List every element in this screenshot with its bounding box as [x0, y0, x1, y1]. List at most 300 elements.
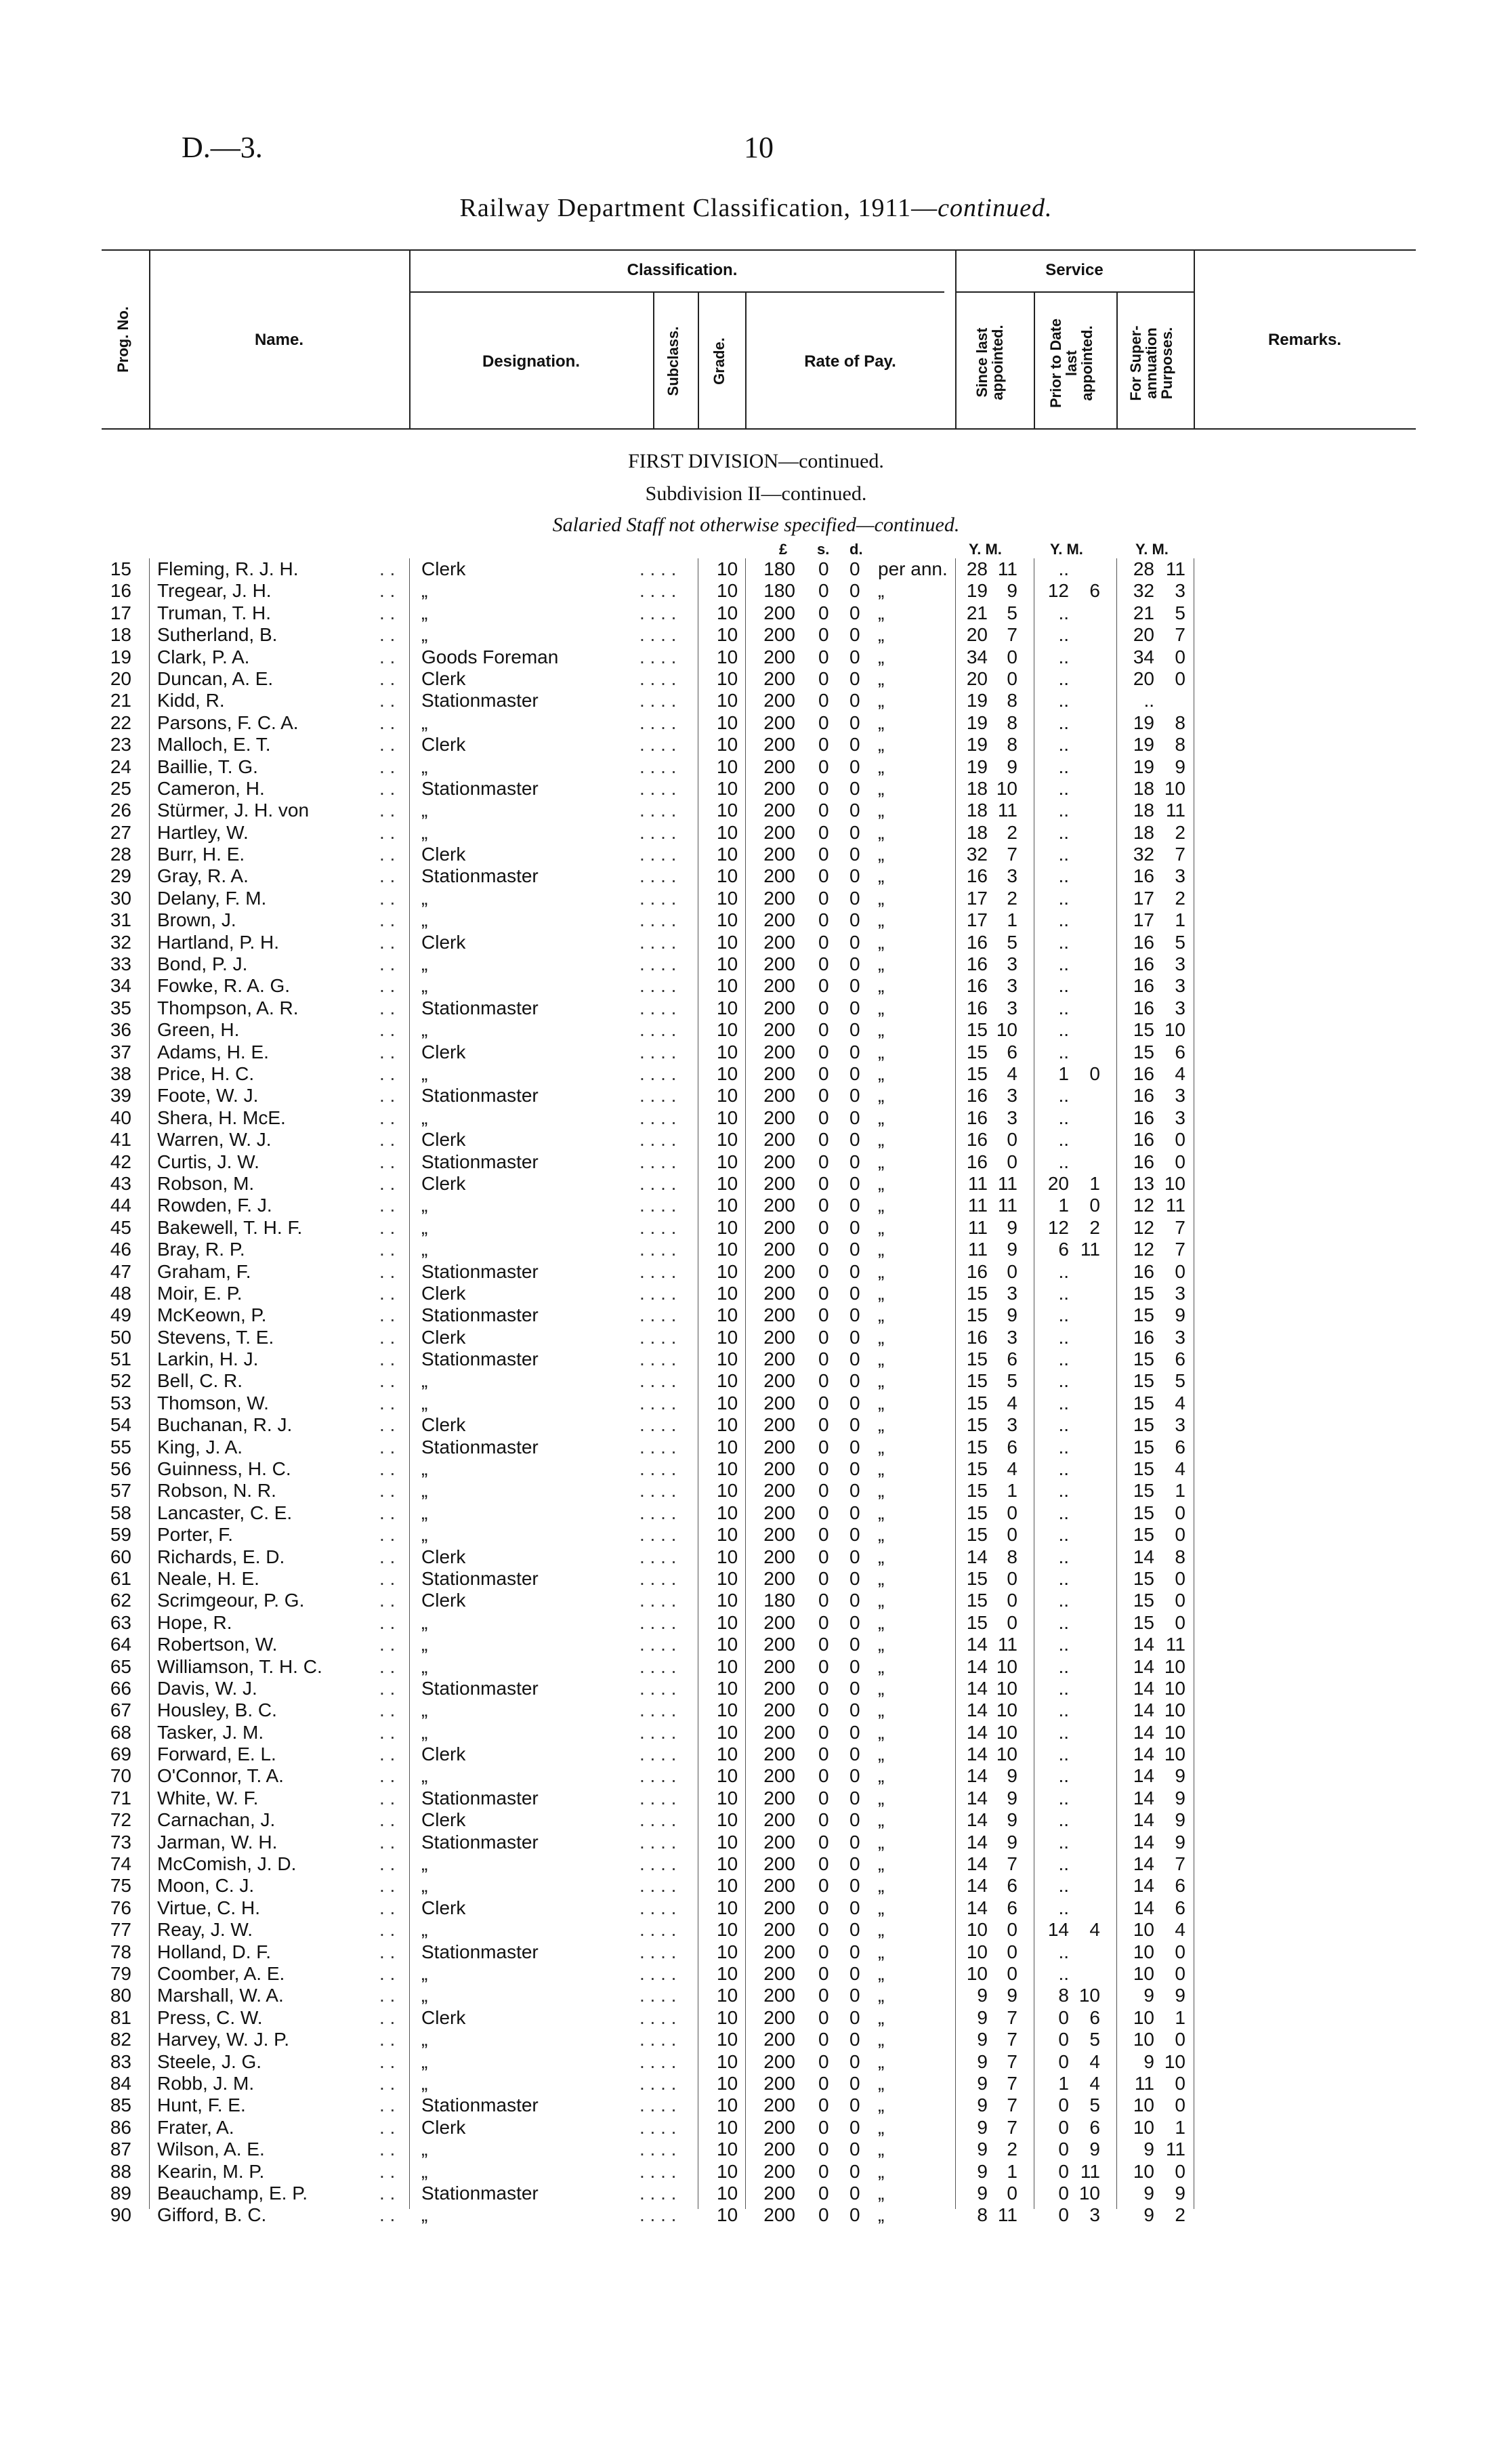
- pay-period-cell: „: [878, 1677, 885, 1699]
- leader-dots: . .: [379, 1239, 396, 1260]
- since-years-cell: 15: [966, 1567, 988, 1589]
- leader-dots: . . . .: [639, 1853, 677, 1875]
- since-years-cell: 16: [966, 931, 988, 953]
- prior-years-cell: ..: [1058, 1546, 1069, 1567]
- prior-years-cell: ..: [1058, 1414, 1069, 1436]
- super-years-cell: 10: [1133, 2029, 1154, 2050]
- pay-period-cell: „: [878, 821, 885, 843]
- since-months-cell: 5: [1007, 931, 1017, 953]
- title-continued: continued.: [938, 194, 1053, 222]
- leader-dots: . .: [379, 2050, 396, 2072]
- name-cell: Buchanan, R. J.: [157, 1414, 293, 1436]
- pay-pence-cell: 0: [849, 2160, 860, 2182]
- leader-dots: . . . .: [639, 1436, 677, 1458]
- since-months-cell: 9: [1007, 1809, 1017, 1831]
- since-years-cell: 15: [966, 1348, 988, 1370]
- leader-dots: . .: [379, 1260, 396, 1282]
- grade-cell: 10: [717, 1941, 738, 1962]
- pay-pounds-cell: 200: [763, 1985, 795, 2006]
- table-row: [0, 2161, 1512, 2183]
- prior-years-cell: ..: [1058, 1699, 1069, 1721]
- prior-years-cell: 0: [1058, 2029, 1069, 2050]
- prior-years-cell: ..: [1058, 1348, 1069, 1370]
- pay-pounds-cell: 200: [763, 2204, 795, 2226]
- super-months-cell: 7: [1175, 844, 1185, 865]
- pay-shillings-cell: 0: [818, 909, 829, 931]
- super-months-cell: 2: [1175, 2204, 1185, 2226]
- designation-cell: „: [421, 953, 428, 975]
- prog-no-cell: 45: [110, 1216, 131, 1238]
- since-years-cell: 10: [966, 1963, 988, 1984]
- super-months-cell: 8: [1175, 734, 1185, 756]
- pay-period-cell: „: [878, 1655, 885, 1677]
- super-months-cell: 10: [1164, 777, 1185, 799]
- pay-period-cell: „: [878, 1634, 885, 1655]
- pay-pence-cell: 0: [849, 2029, 860, 2050]
- since-years-cell: 14: [966, 1546, 988, 1567]
- super-years-cell: 16: [1133, 1107, 1154, 1128]
- grade-cell: 10: [717, 1985, 738, 2006]
- pay-pence-cell: 0: [849, 1524, 860, 1546]
- pay-period-cell: „: [878, 1436, 885, 1458]
- leader-dots: . .: [379, 1897, 396, 1918]
- pay-pounds-cell: 200: [763, 1699, 795, 1721]
- table-row: [0, 800, 1512, 821]
- pay-pence-cell: 0: [849, 1655, 860, 1677]
- prog-no-cell: 85: [110, 2094, 131, 2116]
- since-months-cell: 0: [1007, 1919, 1017, 1941]
- designation-cell: „: [421, 756, 428, 777]
- leader-dots: . .: [379, 887, 396, 909]
- table-row: [0, 1634, 1512, 1655]
- table-row: [0, 1656, 1512, 1678]
- pay-pounds-cell: 200: [763, 1260, 795, 1282]
- since-years-cell: 11: [967, 1239, 988, 1260]
- leader-dots: . .: [379, 1677, 396, 1699]
- grade-cell: 10: [717, 865, 738, 887]
- leader-dots: . .: [379, 1370, 396, 1392]
- prior-months-cell: 10: [1078, 2182, 1100, 2204]
- pay-period-cell: „: [878, 975, 885, 997]
- prior-years-cell: ..: [1058, 1875, 1069, 1897]
- pay-pounds-cell: 200: [763, 1172, 795, 1194]
- since-months-cell: 7: [1007, 2072, 1017, 2094]
- grade-cell: 10: [717, 1239, 738, 1260]
- pay-shillings-cell: 0: [818, 2050, 829, 2072]
- super-months-cell: 11: [1165, 558, 1185, 579]
- designation-cell: Clerk: [421, 1129, 466, 1151]
- prior-years-cell: ..: [1058, 997, 1069, 1018]
- leader-dots: . .: [379, 1129, 396, 1151]
- pay-shillings-cell: 0: [818, 2116, 829, 2138]
- pay-pence-cell: 0: [849, 711, 860, 733]
- leader-dots: . . . .: [639, 1502, 677, 1523]
- leader-dots: . .: [379, 1172, 396, 1194]
- designation-cell: „: [421, 1985, 428, 2006]
- designation-cell: „: [421, 624, 428, 646]
- prior-years-cell: ..: [1058, 1853, 1069, 1875]
- pay-pence-cell: 0: [849, 821, 860, 843]
- table-row: [0, 1546, 1512, 1568]
- leader-dots: . . . .: [639, 2006, 677, 2028]
- pay-period-cell: „: [878, 931, 885, 953]
- leader-dots: . . . .: [639, 953, 677, 975]
- title-main: Railway Department Classification, 1911—: [459, 194, 938, 222]
- super-years-cell: 21: [1133, 602, 1154, 623]
- name-cell: Delany, F. M.: [157, 887, 267, 909]
- prior-years-cell: 0: [1058, 2116, 1069, 2138]
- pay-period-cell: „: [878, 756, 885, 777]
- designation-cell: Stationmaster: [421, 1941, 539, 1962]
- super-months-cell: 7: [1175, 1216, 1185, 1238]
- designation-cell: „: [421, 1721, 428, 1743]
- leader-dots: . . . .: [639, 997, 677, 1018]
- designation-cell: Clerk: [421, 931, 466, 953]
- leader-dots: . .: [379, 580, 396, 602]
- leader-dots: . . . .: [639, 1172, 677, 1194]
- prior-years-cell: 0: [1058, 2160, 1069, 2182]
- designation-cell: „: [421, 1963, 428, 1984]
- grade-cell: 10: [717, 1282, 738, 1304]
- pay-period-cell: „: [878, 2139, 885, 2160]
- table-row: [0, 1437, 1512, 1458]
- grade-cell: 10: [717, 1721, 738, 1743]
- grade-cell: 10: [717, 1853, 738, 1875]
- pay-period-cell: „: [878, 1941, 885, 1962]
- service-rule: [955, 291, 1194, 293]
- super-months-cell: 3: [1175, 975, 1185, 997]
- leader-dots: . .: [379, 756, 396, 777]
- prog-no-cell: 61: [110, 1567, 131, 1589]
- pay-pounds-cell: 200: [763, 667, 795, 689]
- leader-dots: . . . .: [639, 1151, 677, 1172]
- leader-dots: . . . .: [639, 1611, 677, 1633]
- prog-no-cell: 29: [110, 865, 131, 887]
- pay-pounds-cell: 200: [763, 1239, 795, 1260]
- pay-pence-cell: 0: [849, 2139, 860, 2160]
- table-row: [0, 624, 1512, 646]
- since-months-cell: 3: [1007, 1107, 1017, 1128]
- prog-no-cell: 24: [110, 756, 131, 777]
- leader-dots: . .: [379, 624, 396, 646]
- grade-cell: 10: [717, 756, 738, 777]
- grade-cell: 10: [717, 1129, 738, 1151]
- name-cell: Truman, T. H.: [157, 602, 272, 623]
- prior-years-cell: ..: [1058, 975, 1069, 997]
- prior-years-cell: ..: [1058, 1458, 1069, 1480]
- leader-dots: . . . .: [639, 1634, 677, 1655]
- col-head-prog: Prog. No.: [114, 306, 131, 373]
- table-row: [0, 1370, 1512, 1392]
- prior-years-cell: ..: [1058, 1480, 1069, 1502]
- super-years-cell: 14: [1133, 1765, 1154, 1787]
- prior-years-cell: 0: [1058, 2050, 1069, 2072]
- pay-period-cell: „: [878, 1590, 885, 1611]
- table-row: [0, 2029, 1512, 2050]
- table-row: [0, 1239, 1512, 1260]
- pay-shillings-cell: 0: [818, 844, 829, 865]
- since-years-cell: 11: [967, 1216, 988, 1238]
- grade-cell: 10: [717, 800, 738, 821]
- pay-period-cell: „: [878, 1567, 885, 1589]
- pay-shillings-cell: 0: [818, 1107, 829, 1128]
- leader-dots: . . . .: [639, 1590, 677, 1611]
- since-years-cell: 16: [966, 1260, 988, 1282]
- since-years-cell: 19: [966, 580, 988, 602]
- designation-cell: Clerk: [421, 1546, 466, 1567]
- designation-cell: Clerk: [421, 1809, 466, 1831]
- since-years-cell: 16: [966, 997, 988, 1018]
- super-years-cell: 10: [1133, 1941, 1154, 1962]
- table-row: [0, 1458, 1512, 1480]
- prior-years-cell: ..: [1058, 1941, 1069, 1962]
- pay-period-cell: „: [878, 1875, 885, 1897]
- pay-shillings-cell: 0: [818, 2204, 829, 2226]
- pay-pounds-cell: 200: [763, 1919, 795, 1941]
- pay-pounds-cell: 200: [763, 1107, 795, 1128]
- since-months-cell: 3: [1007, 1282, 1017, 1304]
- table-row: [0, 2073, 1512, 2094]
- pay-pounds-cell: 200: [763, 1809, 795, 1831]
- prior-months-cell: 6: [1089, 2116, 1100, 2138]
- name-cell: Virtue, C. H.: [157, 1897, 260, 1918]
- pay-pence-cell: 0: [849, 624, 860, 646]
- pay-pence-cell: 0: [849, 1963, 860, 1984]
- pay-period-cell: „: [878, 1172, 885, 1194]
- grade-cell: 10: [717, 2050, 738, 2072]
- pay-pence-cell: 0: [849, 1590, 860, 1611]
- since-months-cell: 0: [1007, 1129, 1017, 1151]
- leader-dots: . . . .: [639, 2204, 677, 2226]
- since-months-cell: 4: [1007, 1458, 1017, 1480]
- since-months-cell: 7: [1007, 2050, 1017, 2072]
- super-years-cell: 9: [1143, 2139, 1154, 2160]
- prior-years-cell: ..: [1058, 1129, 1069, 1151]
- grade-cell: 10: [717, 1304, 738, 1326]
- pay-pounds-cell: 200: [763, 2006, 795, 2028]
- designation-cell: Clerk: [421, 1282, 466, 1304]
- since-years-cell: 16: [966, 865, 988, 887]
- leader-dots: . . . .: [639, 1524, 677, 1546]
- table-row: [0, 1041, 1512, 1063]
- pay-pounds-cell: 200: [763, 931, 795, 953]
- name-cell: Forward, E. L.: [157, 1743, 276, 1765]
- super-years-cell: 17: [1133, 887, 1154, 909]
- pay-pounds-cell: 200: [763, 1019, 795, 1041]
- name-cell: Tasker, J. M.: [157, 1721, 264, 1743]
- name-cell: King, J. A.: [157, 1436, 243, 1458]
- leader-dots: . .: [379, 667, 396, 689]
- since-months-cell: 0: [1007, 2182, 1017, 2204]
- designation-cell: „: [421, 821, 428, 843]
- leader-dots: . . . .: [639, 1941, 677, 1962]
- since-years-cell: 14: [966, 1743, 988, 1765]
- pay-pence-cell: 0: [849, 1151, 860, 1172]
- pay-pence-cell: 0: [849, 690, 860, 711]
- pay-period-cell: „: [878, 2160, 885, 2182]
- table-row: [0, 1568, 1512, 1590]
- super-months-cell: 3: [1175, 1282, 1185, 1304]
- since-years-cell: 16: [966, 975, 988, 997]
- since-years-cell: 14: [966, 1875, 988, 1897]
- name-cell: Warren, W. J.: [157, 1129, 272, 1151]
- prior-years-cell: 20: [1047, 1172, 1069, 1194]
- designation-cell: „: [421, 975, 428, 997]
- pay-shillings-cell: 0: [818, 821, 829, 843]
- name-cell: Frater, A.: [157, 2116, 234, 2138]
- pay-period-cell: „: [878, 2204, 885, 2226]
- designation-cell: Stationmaster: [421, 865, 539, 887]
- pay-shillings-cell: 0: [818, 711, 829, 733]
- prior-years-cell: ..: [1058, 1436, 1069, 1458]
- pay-shillings-cell: 0: [818, 1062, 829, 1084]
- pay-shillings-cell: 0: [818, 1239, 829, 1260]
- since-years-cell: 14: [966, 1699, 988, 1721]
- super-months-cell: 0: [1175, 2160, 1185, 2182]
- col-head-super: For Super- annuation Purposes.: [1127, 325, 1176, 401]
- super-months-cell: 3: [1175, 953, 1185, 975]
- designation-cell: „: [421, 1502, 428, 1523]
- pay-pounds-cell: 200: [763, 1963, 795, 1984]
- super-years-cell: 15: [1133, 1524, 1154, 1546]
- pay-pence-cell: 0: [849, 1853, 860, 1875]
- table-row: [0, 1832, 1512, 1853]
- super-months-cell: 4: [1175, 1458, 1185, 1480]
- pay-pence-cell: 0: [849, 1458, 860, 1480]
- leader-dots: . .: [379, 2029, 396, 2050]
- prog-no-cell: 79: [110, 1963, 131, 1984]
- grade-cell: 10: [717, 975, 738, 997]
- leader-dots: . . . .: [639, 2050, 677, 2072]
- table-row: [0, 558, 1512, 580]
- super-years-cell: 15: [1133, 1041, 1154, 1062]
- grade-cell: 10: [717, 734, 738, 756]
- since-months-cell: 3: [1007, 1085, 1017, 1107]
- col-head-classification: Classification.: [627, 261, 738, 279]
- pay-pounds-cell: 200: [763, 1941, 795, 1962]
- prior-years-cell: ..: [1058, 667, 1069, 689]
- leader-dots: . . . .: [639, 975, 677, 997]
- leader-dots: . .: [379, 1436, 396, 1458]
- since-months-cell: 6: [1007, 1348, 1017, 1370]
- since-months-cell: 10: [996, 1721, 1017, 1743]
- pay-shillings-cell: 0: [818, 887, 829, 909]
- since-years-cell: 8: [977, 2204, 988, 2226]
- pay-pounds-cell: 200: [763, 1546, 795, 1567]
- since-years-cell: 34: [966, 646, 988, 667]
- pay-pounds-cell: 200: [763, 1370, 795, 1392]
- prior-years-cell: 0: [1058, 2139, 1069, 2160]
- pay-pence-cell: 0: [849, 1239, 860, 1260]
- pay-shillings-cell: 0: [818, 1655, 829, 1677]
- prior-years-cell: ..: [1058, 931, 1069, 953]
- since-months-cell: 7: [1007, 844, 1017, 865]
- leader-dots: . .: [379, 2094, 396, 2116]
- prog-no-cell: 55: [110, 1436, 131, 1458]
- designation-cell: Stationmaster: [421, 2094, 539, 2116]
- name-cell: McKeown, P.: [157, 1304, 267, 1326]
- name-cell: Tregear, J. H.: [157, 580, 272, 602]
- super-months-cell: 0: [1175, 1260, 1185, 1282]
- page-title: [0, 193, 1512, 223]
- leader-dots: . . . .: [639, 931, 677, 953]
- unit-since-ym: Y. M.: [969, 541, 1002, 558]
- leader-dots: . .: [379, 2160, 396, 2182]
- name-cell: Kidd, R.: [157, 690, 225, 711]
- prior-years-cell: ..: [1058, 734, 1069, 756]
- super-years-cell: 15: [1133, 1282, 1154, 1304]
- pay-period-cell: „: [878, 1392, 885, 1413]
- since-years-cell: 15: [966, 1502, 988, 1523]
- table-row: [0, 1788, 1512, 1809]
- name-cell: Gifford, B. C.: [157, 2204, 267, 2226]
- prog-no-cell: 75: [110, 1875, 131, 1897]
- name-cell: Burr, H. E.: [157, 844, 245, 865]
- designation-cell: Clerk: [421, 2116, 466, 2138]
- prior-months-cell: 2: [1089, 1216, 1100, 1238]
- pay-shillings-cell: 0: [818, 777, 829, 799]
- pay-pounds-cell: 200: [763, 1392, 795, 1413]
- since-years-cell: 28: [966, 558, 988, 579]
- designation-cell: „: [421, 1062, 428, 1084]
- name-cell: Bray, R. P.: [157, 1239, 245, 1260]
- leader-dots: . . . .: [639, 1567, 677, 1589]
- prog-no-cell: 73: [110, 1831, 131, 1853]
- pay-pounds-cell: 200: [763, 1041, 795, 1062]
- table-row: [0, 932, 1512, 953]
- table-row: [0, 1502, 1512, 1524]
- name-cell: Scrimgeour, P. G.: [157, 1590, 305, 1611]
- designation-cell: Clerk: [421, 844, 466, 865]
- since-years-cell: 15: [966, 1062, 988, 1084]
- name-cell: Robson, N. R.: [157, 1480, 276, 1502]
- leader-dots: . .: [379, 1721, 396, 1743]
- since-months-cell: 9: [1007, 1216, 1017, 1238]
- pay-period-cell: „: [878, 1787, 885, 1809]
- pay-period-cell: „: [878, 1853, 885, 1875]
- pay-pence-cell: 0: [849, 1611, 860, 1633]
- grade-cell: 10: [717, 1897, 738, 1918]
- grade-cell: 10: [717, 821, 738, 843]
- since-months-cell: 10: [996, 777, 1017, 799]
- since-years-cell: 11: [967, 1195, 988, 1216]
- unit-prior-ym: Y. M.: [1050, 541, 1083, 558]
- grade-cell: 10: [717, 711, 738, 733]
- prog-no-cell: 37: [110, 1041, 131, 1062]
- super-months-cell: 1: [1175, 909, 1185, 931]
- pay-pence-cell: 0: [849, 2050, 860, 2072]
- since-months-cell: 0: [1007, 1590, 1017, 1611]
- designation-cell: Stationmaster: [421, 1436, 539, 1458]
- since-years-cell: 14: [966, 1634, 988, 1655]
- pay-period-cell: „: [878, 2072, 885, 2094]
- since-months-cell: 3: [1007, 865, 1017, 887]
- since-months-cell: 1: [1007, 2160, 1017, 2182]
- pay-pounds-cell: 200: [763, 1677, 795, 1699]
- leader-dots: . .: [379, 1787, 396, 1809]
- name-cell: Marshall, W. A.: [157, 1985, 284, 2006]
- table-row: [0, 1151, 1512, 1173]
- super-months-cell: 0: [1175, 2094, 1185, 2116]
- prior-years-cell: ..: [1058, 646, 1069, 667]
- pay-pence-cell: 0: [849, 2094, 860, 2116]
- super-months-cell: 0: [1175, 646, 1185, 667]
- pay-shillings-cell: 0: [818, 1458, 829, 1480]
- leader-dots: . .: [379, 2072, 396, 2094]
- designation-cell: Clerk: [421, 1414, 466, 1436]
- prior-years-cell: ..: [1058, 1260, 1069, 1282]
- leader-dots: . .: [379, 646, 396, 667]
